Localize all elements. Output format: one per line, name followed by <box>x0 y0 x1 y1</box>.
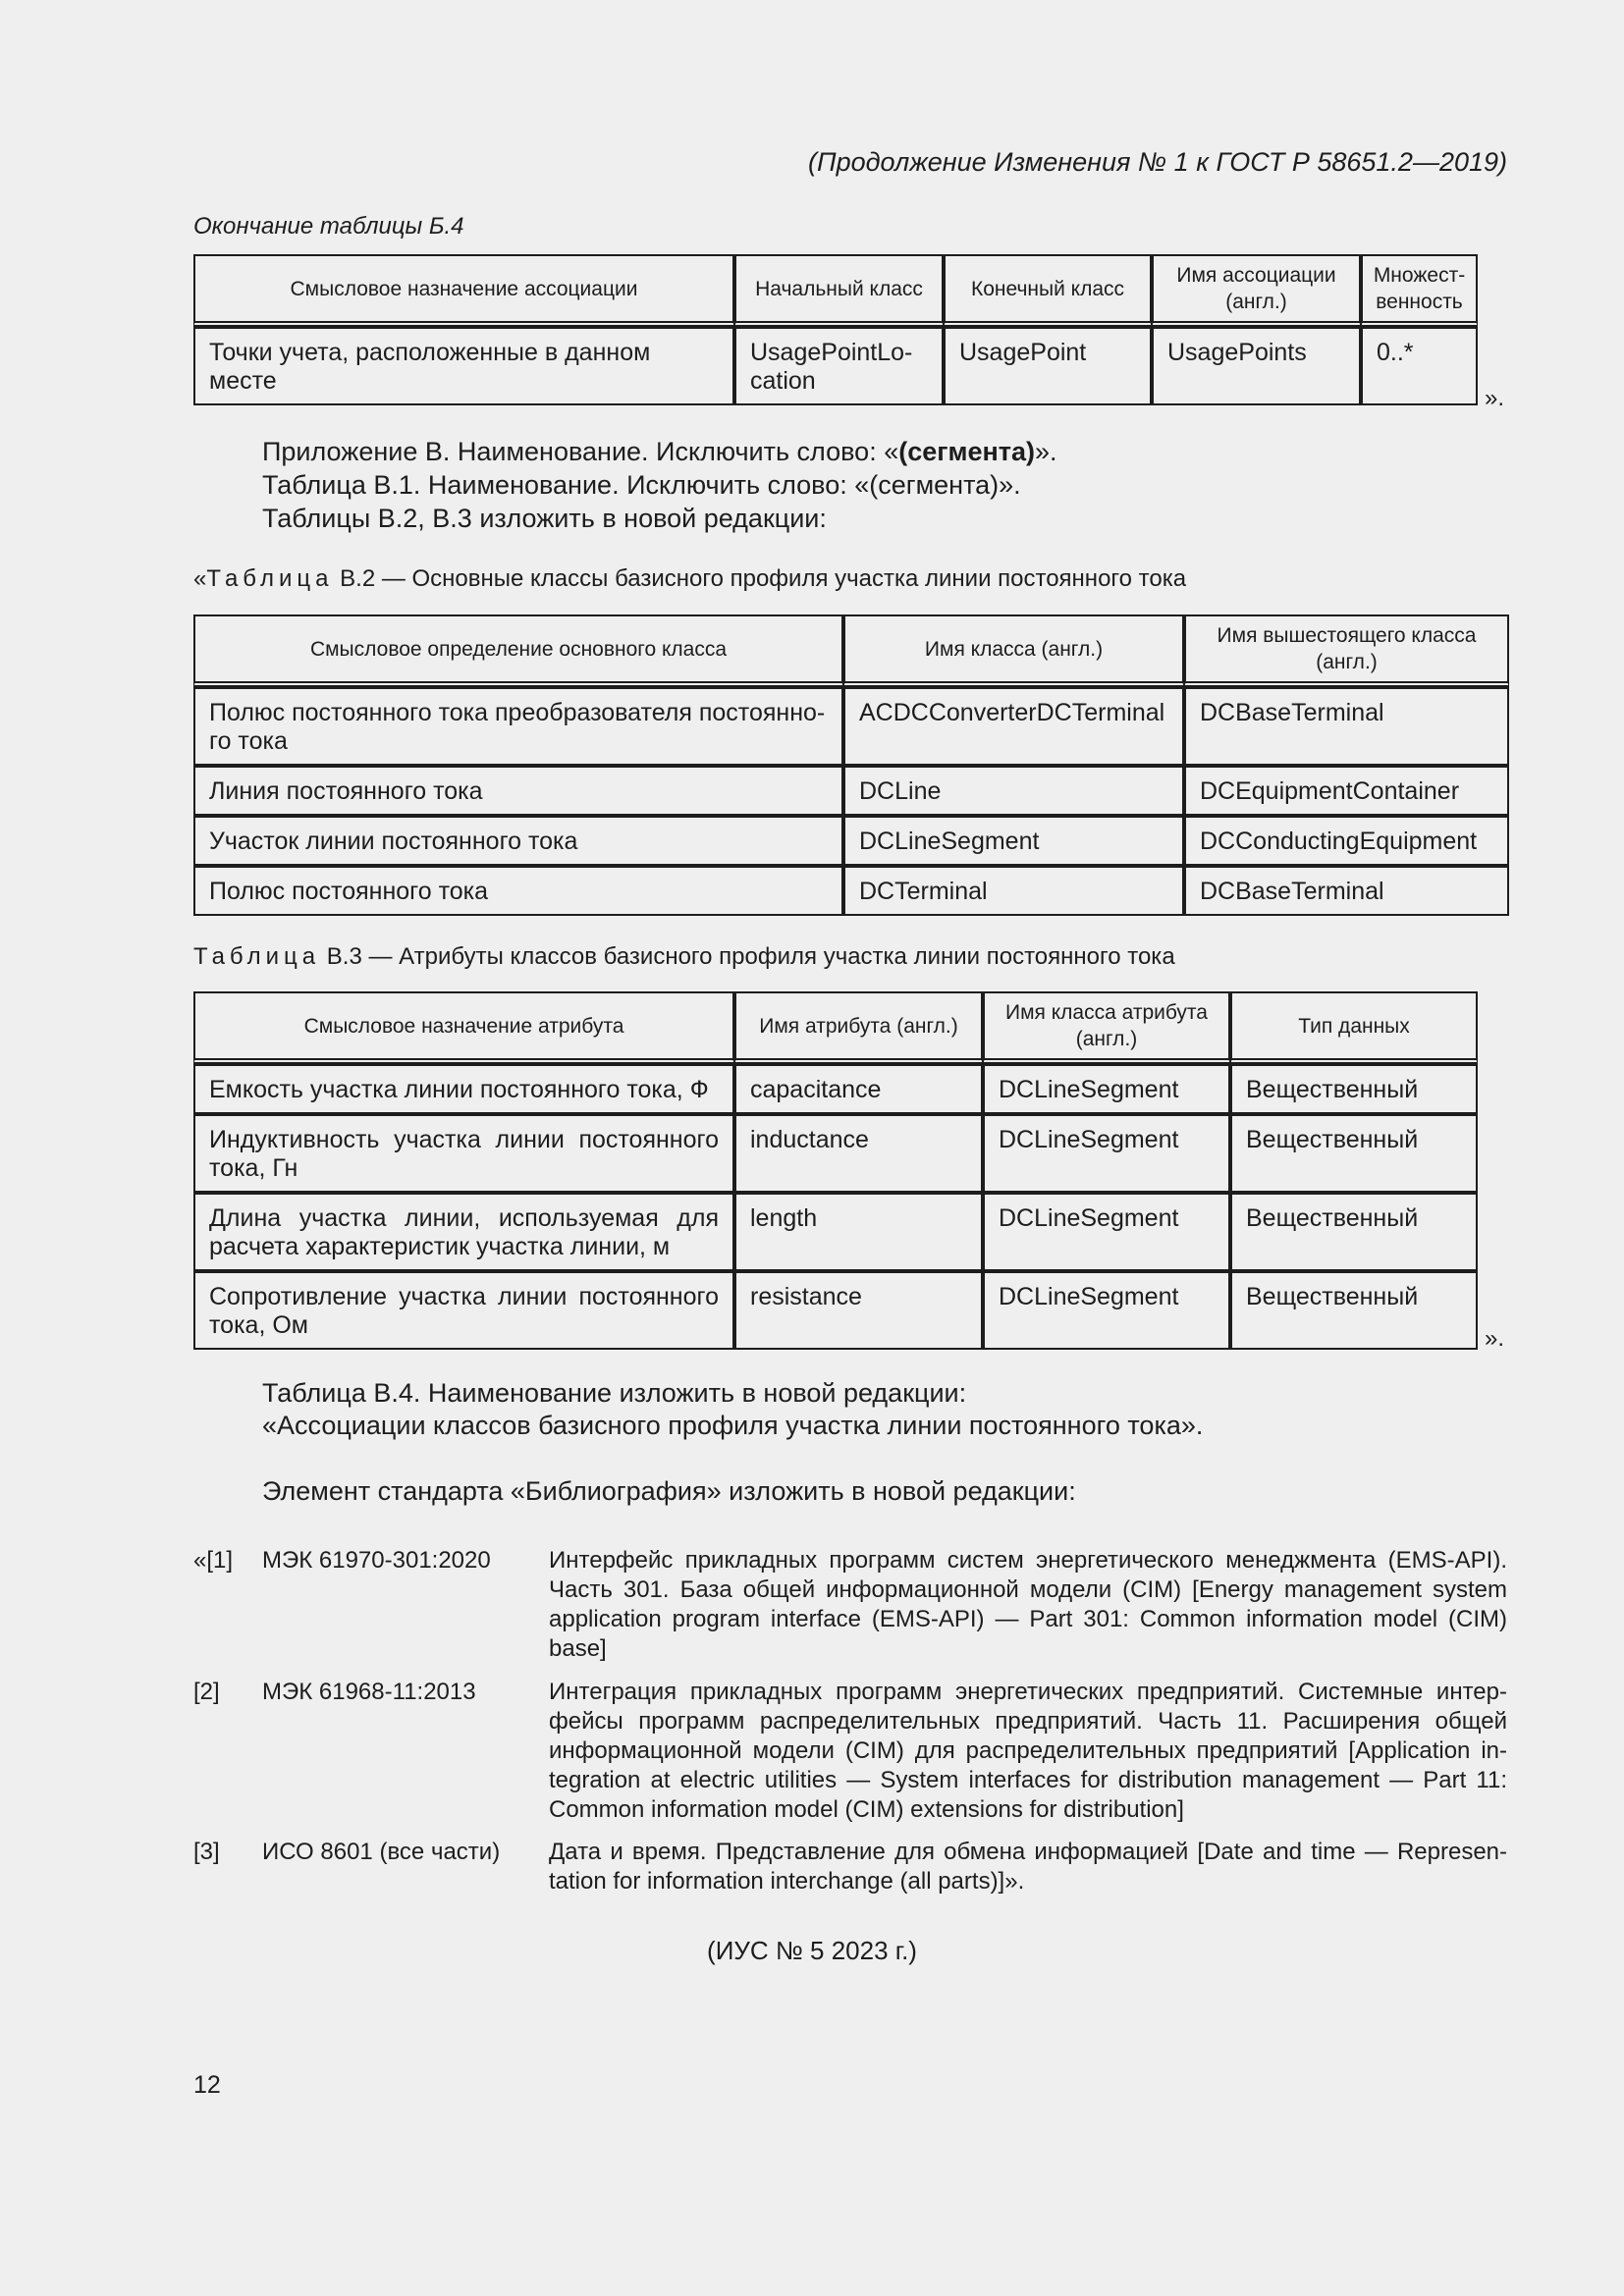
table-b3-caption <box>193 943 1175 971</box>
amendment-line-1-prefix: Приложение В. Наименование. Исключить слово: « <box>262 437 899 466</box>
ius-note: (ИУС № 5 2023 г.) <box>707 1936 917 1965</box>
table-cell: DCBaseTerminal <box>1184 866 1509 916</box>
amendment-line-2: Таблица В.1. Наименование. Исключить слово: «(сегмента)». <box>262 470 1021 500</box>
table-cell: Точки учета, расположенные в данном месте <box>193 327 734 405</box>
table-b3 <box>193 991 1478 1350</box>
table-b2-header: Имя вышестоящего класса (англ.) <box>1184 614 1509 687</box>
amendment-line-1-suffix: ». <box>1035 437 1057 466</box>
table-b4-header: Начальный класс <box>734 254 944 327</box>
table-row <box>193 687 1509 766</box>
bib-number: «[1] <box>193 1547 234 1574</box>
table-b3-header: Смысловое назначение атрибута <box>193 991 734 1064</box>
table-cell: inductance <box>734 1114 983 1193</box>
table-row <box>193 1064 1478 1114</box>
table-cell: Вещественный <box>1230 1271 1478 1350</box>
bib-code: МЭК 61970-301:2020 <box>262 1547 491 1574</box>
table-cell: DCTerminal <box>843 866 1184 916</box>
table-cell: resistance <box>734 1271 983 1350</box>
table-b2 <box>193 614 1509 916</box>
table-cell: Вещественный <box>1230 1114 1478 1193</box>
table-cell: 0..* <box>1361 327 1478 405</box>
bib-text: Интеграция прикладных программ энергетических предприятий. Системные интер-фейсы программ распределительных предприятий. Часть 11. Расширения общей информационной модели (CIM) для распределительных предприятий [Application in-tegration at electric utilities — System interfaces for distribution management — Part 11: Common information model (CIM) extensions for distribution] <box>549 1679 1507 1823</box>
table-row <box>193 327 1478 405</box>
bib-code: МЭК 61968-11:2013 <box>262 1679 476 1705</box>
table-b3-closing-quote: ». <box>1485 1325 1505 1352</box>
amendment-line-4: Таблица В.4. Наименование изложить в новой редакции: <box>262 1378 967 1408</box>
table-b4-closing-quote: ». <box>1485 385 1505 411</box>
table-row <box>193 816 1509 866</box>
table-b2-caption-word: Таблица <box>206 565 334 592</box>
table-cell: capacitance <box>734 1064 983 1114</box>
table-cell: UsagePoint <box>944 327 1152 405</box>
bib-number: [2] <box>193 1679 220 1705</box>
table-b2-caption-quote: « <box>193 565 207 592</box>
amendment-line-1 <box>262 435 1057 468</box>
table-b2-caption <box>193 565 1186 593</box>
table-cell: DCBaseTerminal <box>1184 687 1509 766</box>
bib-text: Интерфейс прикладных программ систем энергетического менеджмента (EMS-API). Часть 301. База общей информационной модели (CIM) [Energy management system application program interface (EMS-API) — Part 301: Common information model (CIM) base] <box>549 1547 1507 1662</box>
table-row <box>193 1114 1478 1193</box>
table-cell: DCLineSegment <box>983 1271 1230 1350</box>
table-cell: Полюс постоянного тока <box>193 866 843 916</box>
table-b4 <box>193 254 1478 405</box>
table-cell: Емкость участка линии постоянного тока, Ф <box>193 1064 734 1114</box>
amendment-line-1-bold: (сегмента) <box>898 437 1036 466</box>
table-b2-header: Имя класса (англ.) <box>843 614 1184 687</box>
table-cell: Линия постоянного тока <box>193 766 843 816</box>
table-b4-header: Имя ассоциации (англ.) <box>1152 254 1361 327</box>
table-b4-header: Конечный класс <box>944 254 1152 327</box>
table-b2-header: Смысловое определение основного класса <box>193 614 843 687</box>
table-cell: DCLineSegment <box>983 1193 1230 1271</box>
table-row <box>193 866 1509 916</box>
table-cell: Полюс постоянного тока преобразователя постоянно-го тока <box>193 687 843 766</box>
bib-code: ИСО 8601 (все части) <box>262 1839 501 1865</box>
table-cell: DCConductingEquipment <box>1184 816 1509 866</box>
table-b4-caption: Окончание таблицы Б.4 <box>193 213 464 240</box>
table-cell: Вещественный <box>1230 1193 1478 1271</box>
table-cell: UsagePointLo-cation <box>734 327 944 405</box>
table-cell: Вещественный <box>1230 1064 1478 1114</box>
table-row <box>193 1193 1478 1271</box>
table-cell: Участок линии постоянного тока <box>193 816 843 866</box>
table-b4-header: Множест-венность <box>1361 254 1478 327</box>
amendment-line-6: Элемент стандарта «Библиография» изложить в новой редакции: <box>262 1476 1076 1506</box>
table-cell: length <box>734 1193 983 1271</box>
bib-number: [3] <box>193 1839 220 1865</box>
document-header: (Продолжение Изменения № 1 к ГОСТ Р 58651.2—2019) <box>808 147 1507 177</box>
table-cell: ACDCConverterDCTerminal <box>843 687 1184 766</box>
table-row <box>193 1271 1478 1350</box>
table-b2-caption-text: В.2 — Основные классы базисного профиля участка линии постоянного тока <box>333 565 1187 592</box>
table-cell: DCLineSegment <box>843 816 1184 866</box>
table-cell: DCEquipmentContainer <box>1184 766 1509 816</box>
table-b3-header: Имя атрибута (англ.) <box>734 991 983 1064</box>
table-b3-header: Тип данных <box>1230 991 1478 1064</box>
table-b3-caption-text: В.3 — Атрибуты классов базисного профиля участка линии постоянного тока <box>320 943 1175 970</box>
table-cell: DCLineSegment <box>983 1114 1230 1193</box>
table-b3-header: Имя класса атрибута (англ.) <box>983 991 1230 1064</box>
table-b3-caption-word: Таблица <box>193 943 321 970</box>
table-cell: Длина участка линии, используемая для расчета характеристик участка линии, м <box>193 1193 734 1271</box>
amendment-line-3: Таблицы В.2, В.3 изложить в новой редакции: <box>262 504 827 533</box>
bib-text: Дата и время. Представление для обмена информацией [Date and time — Represen-tation for information interchange (all parts)]». <box>549 1839 1507 1895</box>
table-b4-header: Смысловое назначение ассоциации <box>193 254 734 327</box>
table-cell: DCLineSegment <box>983 1064 1230 1114</box>
table-row <box>193 766 1509 816</box>
amendment-line-5: «Ассоциации классов базисного профиля участка линии постоянного тока». <box>262 1411 1204 1440</box>
table-cell: UsagePoints <box>1152 327 1361 405</box>
table-cell: Индуктивность участка линии постоянного тока, Гн <box>193 1114 734 1193</box>
page-number: 12 <box>193 2071 221 2099</box>
table-cell: Сопротивление участка линии постоянного тока, Ом <box>193 1271 734 1350</box>
table-cell: DCLine <box>843 766 1184 816</box>
